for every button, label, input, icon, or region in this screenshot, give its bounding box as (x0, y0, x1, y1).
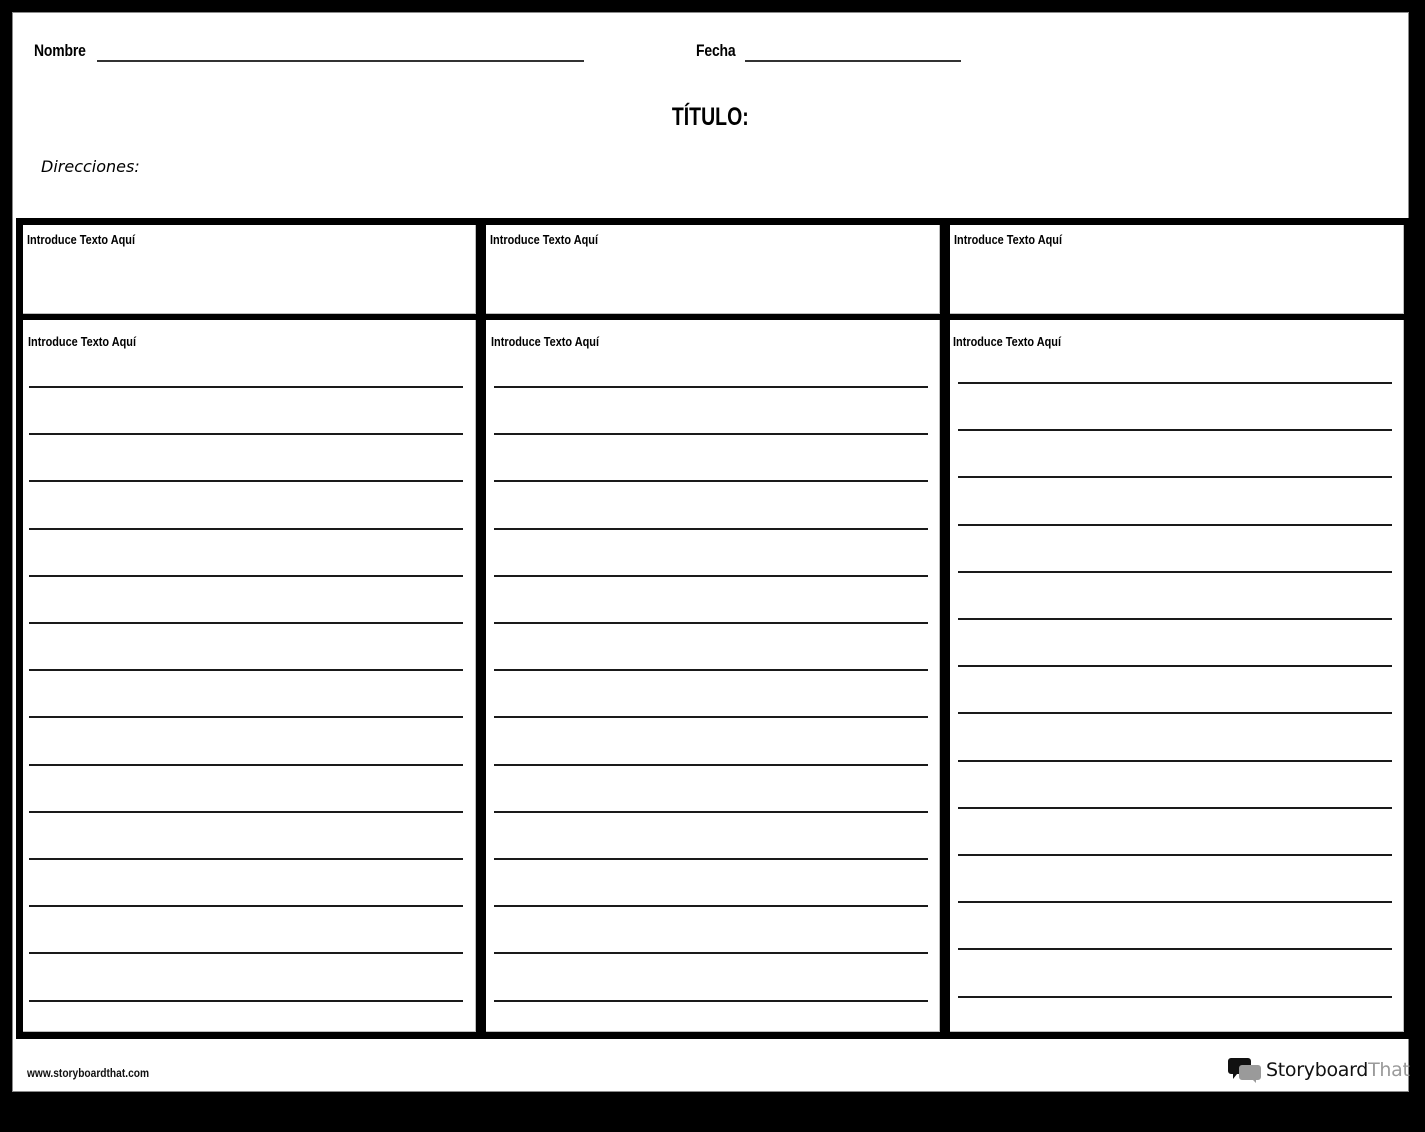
logo-secondary-text: That (1368, 1059, 1410, 1081)
writing-line[interactable] (958, 712, 1392, 714)
writing-line[interactable] (958, 476, 1392, 478)
header-cell-2[interactable] (486, 225, 940, 314)
logo-wordmark (1266, 1059, 1410, 1081)
writing-line[interactable] (494, 905, 928, 907)
page-title (13, 103, 1408, 132)
writing-line[interactable] (958, 996, 1392, 998)
writing-line[interactable] (29, 433, 463, 435)
footer-url[interactable]: www.storyboardthat.com (27, 1066, 150, 1080)
title-text: TÍTULO: (672, 103, 749, 131)
writing-line[interactable] (958, 429, 1392, 431)
writing-line[interactable] (494, 669, 928, 671)
logo-primary-text: Storyboard (1266, 1059, 1369, 1081)
writing-line[interactable] (958, 901, 1392, 903)
writing-line[interactable] (29, 386, 463, 388)
header-cell-3[interactable] (950, 225, 1404, 314)
writing-line[interactable] (29, 528, 463, 530)
writing-line[interactable] (29, 905, 463, 907)
body-cell-label: Introduce Texto Aquí (491, 334, 599, 349)
writing-line[interactable] (29, 622, 463, 624)
directions-label: Direcciones: (41, 157, 140, 176)
writing-line[interactable] (29, 575, 463, 577)
writing-line[interactable] (29, 811, 463, 813)
writing-line[interactable] (29, 764, 463, 766)
writing-line[interactable] (958, 760, 1392, 762)
date-label: Fecha (696, 41, 736, 60)
body-cell-label: Introduce Texto Aquí (28, 334, 136, 349)
writing-line[interactable] (958, 382, 1392, 384)
writing-line[interactable] (29, 669, 463, 671)
body-cell-1[interactable] (23, 320, 476, 1032)
writing-line[interactable] (29, 716, 463, 718)
name-label: Nombre (34, 41, 86, 60)
name-input-line[interactable] (97, 60, 584, 62)
writing-line[interactable] (29, 952, 463, 954)
writing-line[interactable] (29, 480, 463, 482)
writing-line[interactable] (958, 524, 1392, 526)
writing-line[interactable] (958, 854, 1392, 856)
writing-line[interactable] (958, 665, 1392, 667)
worksheet-page (12, 12, 1409, 1092)
writing-line[interactable] (494, 386, 928, 388)
body-cell-label: Introduce Texto Aquí (953, 334, 1061, 349)
body-cell-3[interactable] (950, 320, 1404, 1032)
writing-line[interactable] (958, 807, 1392, 809)
writing-line[interactable] (494, 764, 928, 766)
three-column-table (16, 218, 1410, 1039)
writing-line[interactable] (494, 622, 928, 624)
writing-line[interactable] (958, 948, 1392, 950)
writing-line[interactable] (29, 1000, 463, 1002)
storyboardthat-logo (1228, 1056, 1410, 1084)
writing-line[interactable] (494, 811, 928, 813)
writing-line[interactable] (494, 433, 928, 435)
date-input-line[interactable] (745, 60, 961, 62)
header-cell-label: Introduce Texto Aquí (954, 232, 1062, 247)
writing-line[interactable] (958, 618, 1392, 620)
writing-line[interactable] (494, 528, 928, 530)
body-cell-2[interactable] (486, 320, 940, 1032)
writing-line[interactable] (494, 716, 928, 718)
header-cell-label: Introduce Texto Aquí (490, 232, 598, 247)
writing-line[interactable] (958, 571, 1392, 573)
writing-line[interactable] (494, 858, 928, 860)
writing-line[interactable] (494, 952, 928, 954)
header-cell-label: Introduce Texto Aquí (27, 232, 135, 247)
writing-line[interactable] (29, 858, 463, 860)
writing-line[interactable] (494, 480, 928, 482)
writing-line[interactable] (494, 575, 928, 577)
speech-bubbles-icon (1228, 1057, 1262, 1083)
writing-line[interactable] (494, 1000, 928, 1002)
header-cell-1[interactable] (23, 225, 476, 314)
